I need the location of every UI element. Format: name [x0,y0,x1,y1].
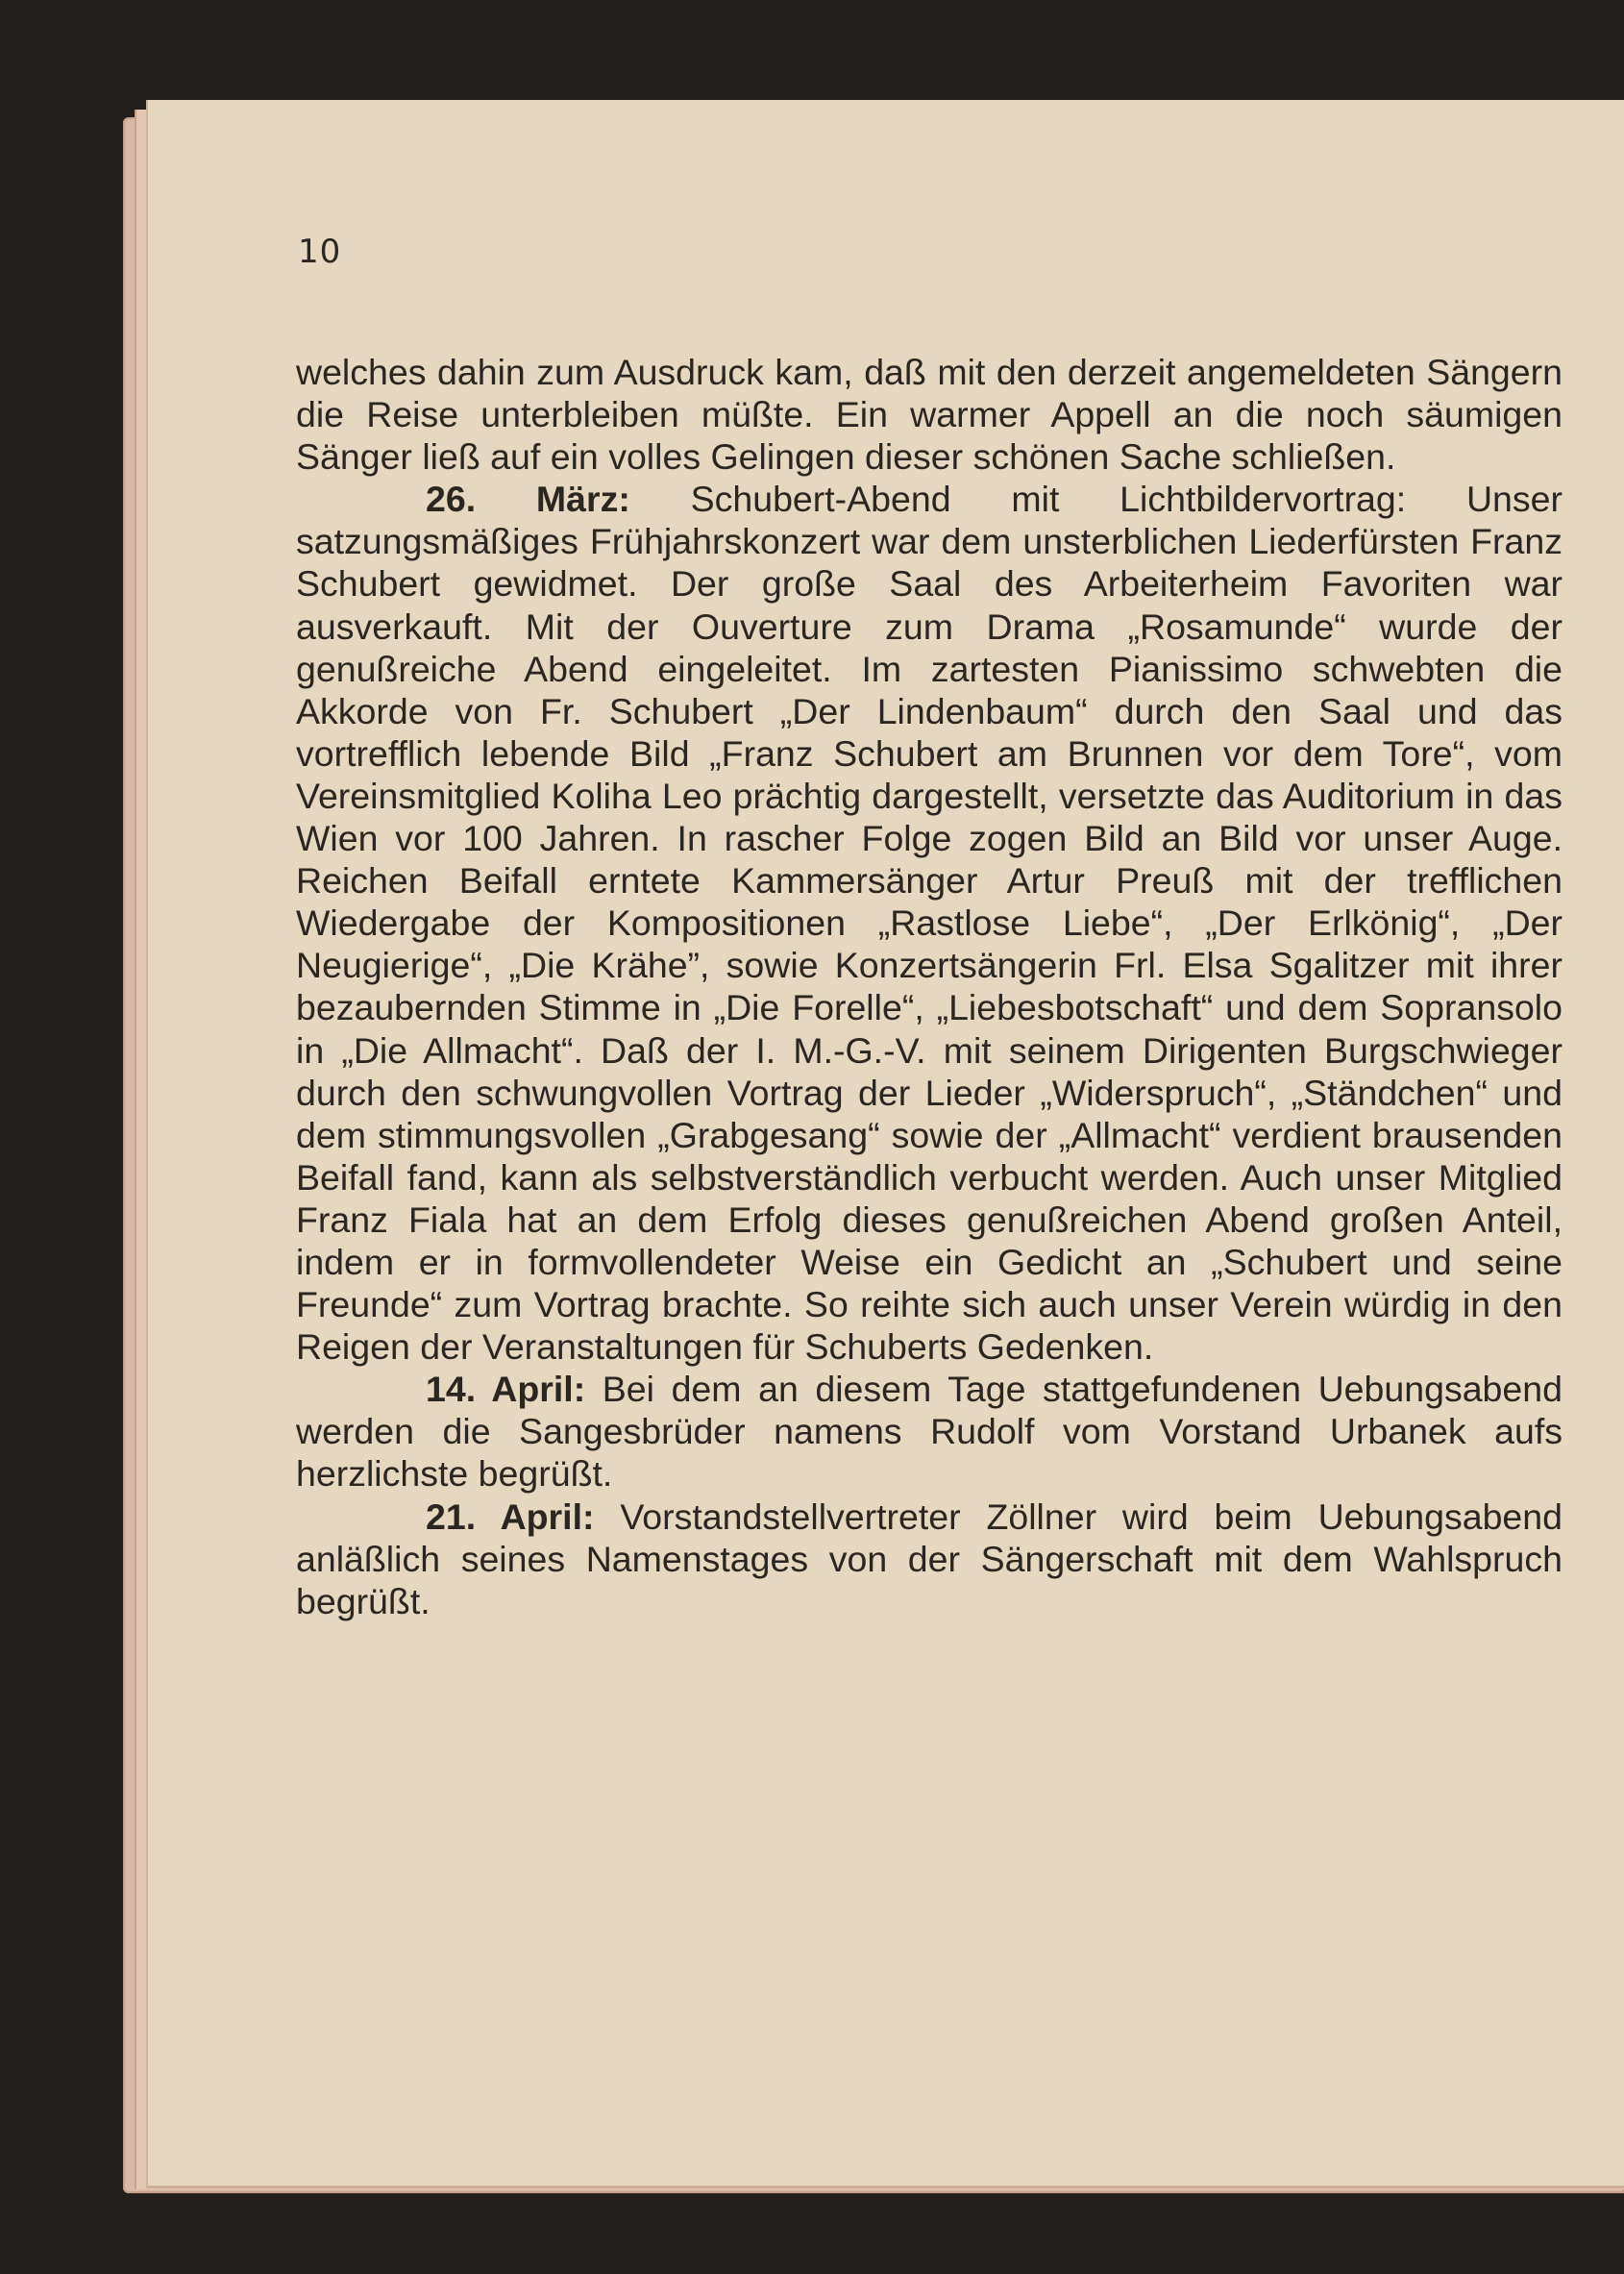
entry-text: Bei dem an diesem Tage stattgefundenen Uebungsabend werden die Sangesbrüder namens Rudolf vom Vorstand Urbanek aufs herzlichste begrüßt. [296,1369,1562,1495]
entry-date: 26. März: [426,479,630,520]
entry-date: 21. April: [426,1495,595,1537]
paragraph-entry-april-14 [296,1368,1562,1495]
body-text [296,351,1562,1622]
entry-date: 14. April: [426,1369,586,1410]
paragraph-entry-april-21 [296,1495,1562,1622]
entry-text: Vorstandstellvertreter Zöllner wird beim Uebungsabend anläßlich seines Namenstages von der Sängerschaft mit dem Wahlspruch begrüßt. [296,1495,1562,1621]
paragraph-text: welches dahin zum Ausdruck kam, daß mit den derzeit angemeldeten Sängern die Reise unterbleiben müßte. Ein warmer Appell an die noch säumigen Sänger ließ auf ein volles Gelingen dieser schönen Sache schließen. [296,352,1562,478]
page-number: 10 [298,233,342,271]
entry-text: Schubert-Abend mit Lichtbildervortrag: Unser satzungsmäßiges Frühjahrskonzert war dem unsterblichen Liederfürsten Franz Schubert gewidmet. Der große Saal des Arbeiterheim Favoriten war ausverkauft. Mit der Ouverture zum Drama „Rosamunde“ wurde der genußreiche Abend eingeleitet. Im zartesten Pianissimo schwebten die Akkorde von Fr. Schubert „Der Lindenbaum“ durch den Saal und das vortrefflich lebende Bild „Franz Schubert am Brunnen vor dem Tore“, vom Vereinsmitglied Koliha Leo prächtig dargestellt, versetzte das Auditorium in das Wien vor 100 Jahren. In rascher Folge zogen Bild an Bild vor unser Auge. Reichen Beifall erntete Kammersänger Artur Preuß mit der trefflichen Wiedergabe der Kompositionen „Rastlose Liebe“, „Der Erlkönig“, „Der Neugierige“, „Die Krähe”, sowie Konzertsängerin Frl. Elsa Sgalitzer mit ihrer bezaubernden Stimme in „Die Forelle“, „Liebesbotschaft“ und dem Sopransolo in „Die Allmacht“. Daß der I. M.-G.-V. mit seinem Dirigenten Burgschwieger durch den schwungvollen Vortrag der Lieder „Widerspruch“, „Ständchen“ und dem stimmungsvollen „Grabgesang“ sowie der „Allmacht“ verdient brausenden Beifall fand, kann als selbstverständlich verbucht werden. Auch unser Mitglied Franz Fiala hat an dem Erfolg dieses genußreichen Abend großen Anteil, indem er in formvollendeter Weise ein Gedicht an „Schubert und seine Freunde“ zum Vortrag brachte. So reihte sich auch unser Verein würdig in den Reigen der Veranstaltungen für Schuberts Gedenken. [296,479,1562,1368]
paragraph-entry-march-26 [296,478,1562,1368]
paragraph-continuation [296,351,1562,478]
